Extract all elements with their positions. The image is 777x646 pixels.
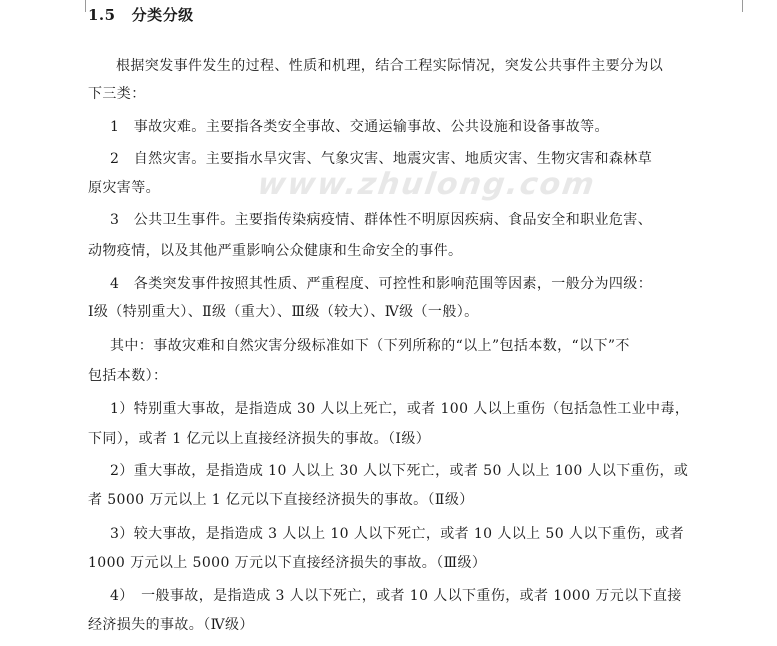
page-corner-mark-left	[71, 0, 86, 12]
list-item-line: 2 自然灾害。主要指水旱灾害、气象灾害、地震灾害、地质灾害、生物灾害和森林草	[110, 151, 653, 167]
paragraph-line: 其中：事故灾难和自然灾害分级标准如下（下列所称的“以上”包括本数，“以下”不	[110, 338, 630, 354]
page-corner-mark-right	[742, 0, 757, 12]
grade-item-line: 3）较大事故，是指造成 3 人以上 10 人以下死亡，或者 10 人以上 50 人以下重伤，或者	[110, 526, 685, 542]
paragraph-line: 下三类：	[88, 86, 146, 102]
list-item-line: 1 事故灾难。主要指各类安全事故、交通运输事故、公共设施和设备事故等。	[110, 119, 609, 135]
section-heading	[88, 4, 194, 25]
list-item-line: Ⅰ级（特别重大）、Ⅱ级（重大）、Ⅲ级（较大）、Ⅳ级（一般）。	[88, 304, 479, 320]
list-item-line: 原灾害等。	[88, 180, 160, 196]
watermark: www.zhulong.com	[255, 167, 599, 202]
list-item-line: 3 公共卫生事件。主要指传染病疫情、群体性不明原因疾病、食品安全和职业危害、	[110, 212, 653, 228]
grade-item-line: 1000 万元以上 5000 万元以下直接经济损失的事故。（Ⅲ级）	[88, 555, 487, 571]
grade-item-line: 下同），或者 1 亿元以上直接经济损失的事故。（Ⅰ级）	[88, 431, 431, 447]
grade-item-line: 者 5000 万元以上 1 亿元以下直接经济损失的事故。（Ⅱ级）	[88, 492, 474, 508]
grade-item-line: 1）特别重大事故，是指造成 30 人以上死亡，或者 100 人以上重伤（包括急性工业中毒，	[110, 401, 690, 417]
grade-item-line: 经济损失的事故。（Ⅳ级）	[88, 617, 254, 633]
list-item-line: 4 各类突发事件按照其性质、严重程度、可控性和影响范围等因素，一般分为四级：	[110, 276, 653, 292]
list-item-line: 动物疫情，以及其他严重影响公众健康和生命安全的事件。	[88, 243, 463, 259]
section-title: 分类分级	[131, 6, 194, 24]
grade-item-line: 2）重大事故，是指造成 10 人以上 30 人以下死亡，或者 50 人以上 100 人以下重伤，或	[110, 463, 689, 479]
grade-item-line: 4） 一般事故，是指造成 3 人以下死亡，或者 10 人以下重伤，或者 1000 万元以下直接	[110, 588, 682, 604]
paragraph-line: 根据突发事件发生的过程、性质和机理，结合工程实际情况，突发公共事件主要分为以	[116, 58, 664, 74]
section-number: 1.5	[88, 6, 116, 24]
paragraph-line: 包括本数）：	[88, 368, 168, 384]
